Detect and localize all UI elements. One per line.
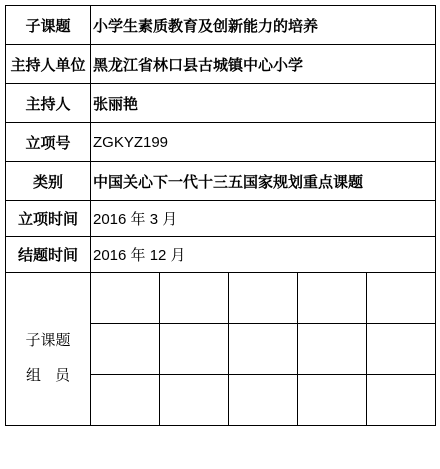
value-category: 中国关心下一代十三五国家规划重点课题	[91, 162, 436, 201]
value-start-time: 2016 年 3 月	[91, 201, 436, 237]
value-subproject: 小学生素质教育及创新能力的培养	[91, 6, 436, 45]
member-cell	[91, 324, 160, 375]
member-cell	[91, 273, 160, 324]
value-host: 张丽艳	[91, 84, 436, 123]
label-end-time: 结题时间	[6, 237, 91, 273]
value-project-number: ZGKYZ199	[91, 123, 436, 162]
row-category	[6, 162, 436, 201]
row-subproject	[6, 6, 436, 45]
member-cell	[367, 375, 436, 426]
row-project-number	[6, 123, 436, 162]
label-host: 主持人	[6, 84, 91, 123]
label-project-number: 立项号	[6, 123, 91, 162]
members-label-line1: 子课题	[25, 331, 71, 349]
member-cell	[367, 273, 436, 324]
member-cell	[229, 324, 298, 375]
member-cell	[298, 375, 367, 426]
value-host-unit: 黑龙江省林口县古城镇中心小学	[91, 45, 436, 84]
row-host-unit	[6, 45, 436, 84]
member-cell	[229, 273, 298, 324]
member-cell	[160, 324, 229, 375]
member-cell	[298, 273, 367, 324]
members-label-line2: 组员	[25, 366, 84, 384]
members-row-1	[6, 273, 436, 324]
member-cell	[160, 273, 229, 324]
member-cell	[160, 375, 229, 426]
label-subproject: 子课题	[6, 6, 91, 45]
subproject-info-table	[5, 5, 436, 426]
members-label	[6, 273, 91, 426]
member-cell	[298, 324, 367, 375]
member-cell	[367, 324, 436, 375]
row-host	[6, 84, 436, 123]
value-end-time: 2016 年 12 月	[91, 237, 436, 273]
member-cell	[229, 375, 298, 426]
label-category: 类别	[6, 162, 91, 201]
member-cell	[91, 375, 160, 426]
row-end-time	[6, 237, 436, 273]
label-host-unit: 主持人单位	[6, 45, 91, 84]
label-start-time: 立项时间	[6, 201, 91, 237]
row-start-time	[6, 201, 436, 237]
